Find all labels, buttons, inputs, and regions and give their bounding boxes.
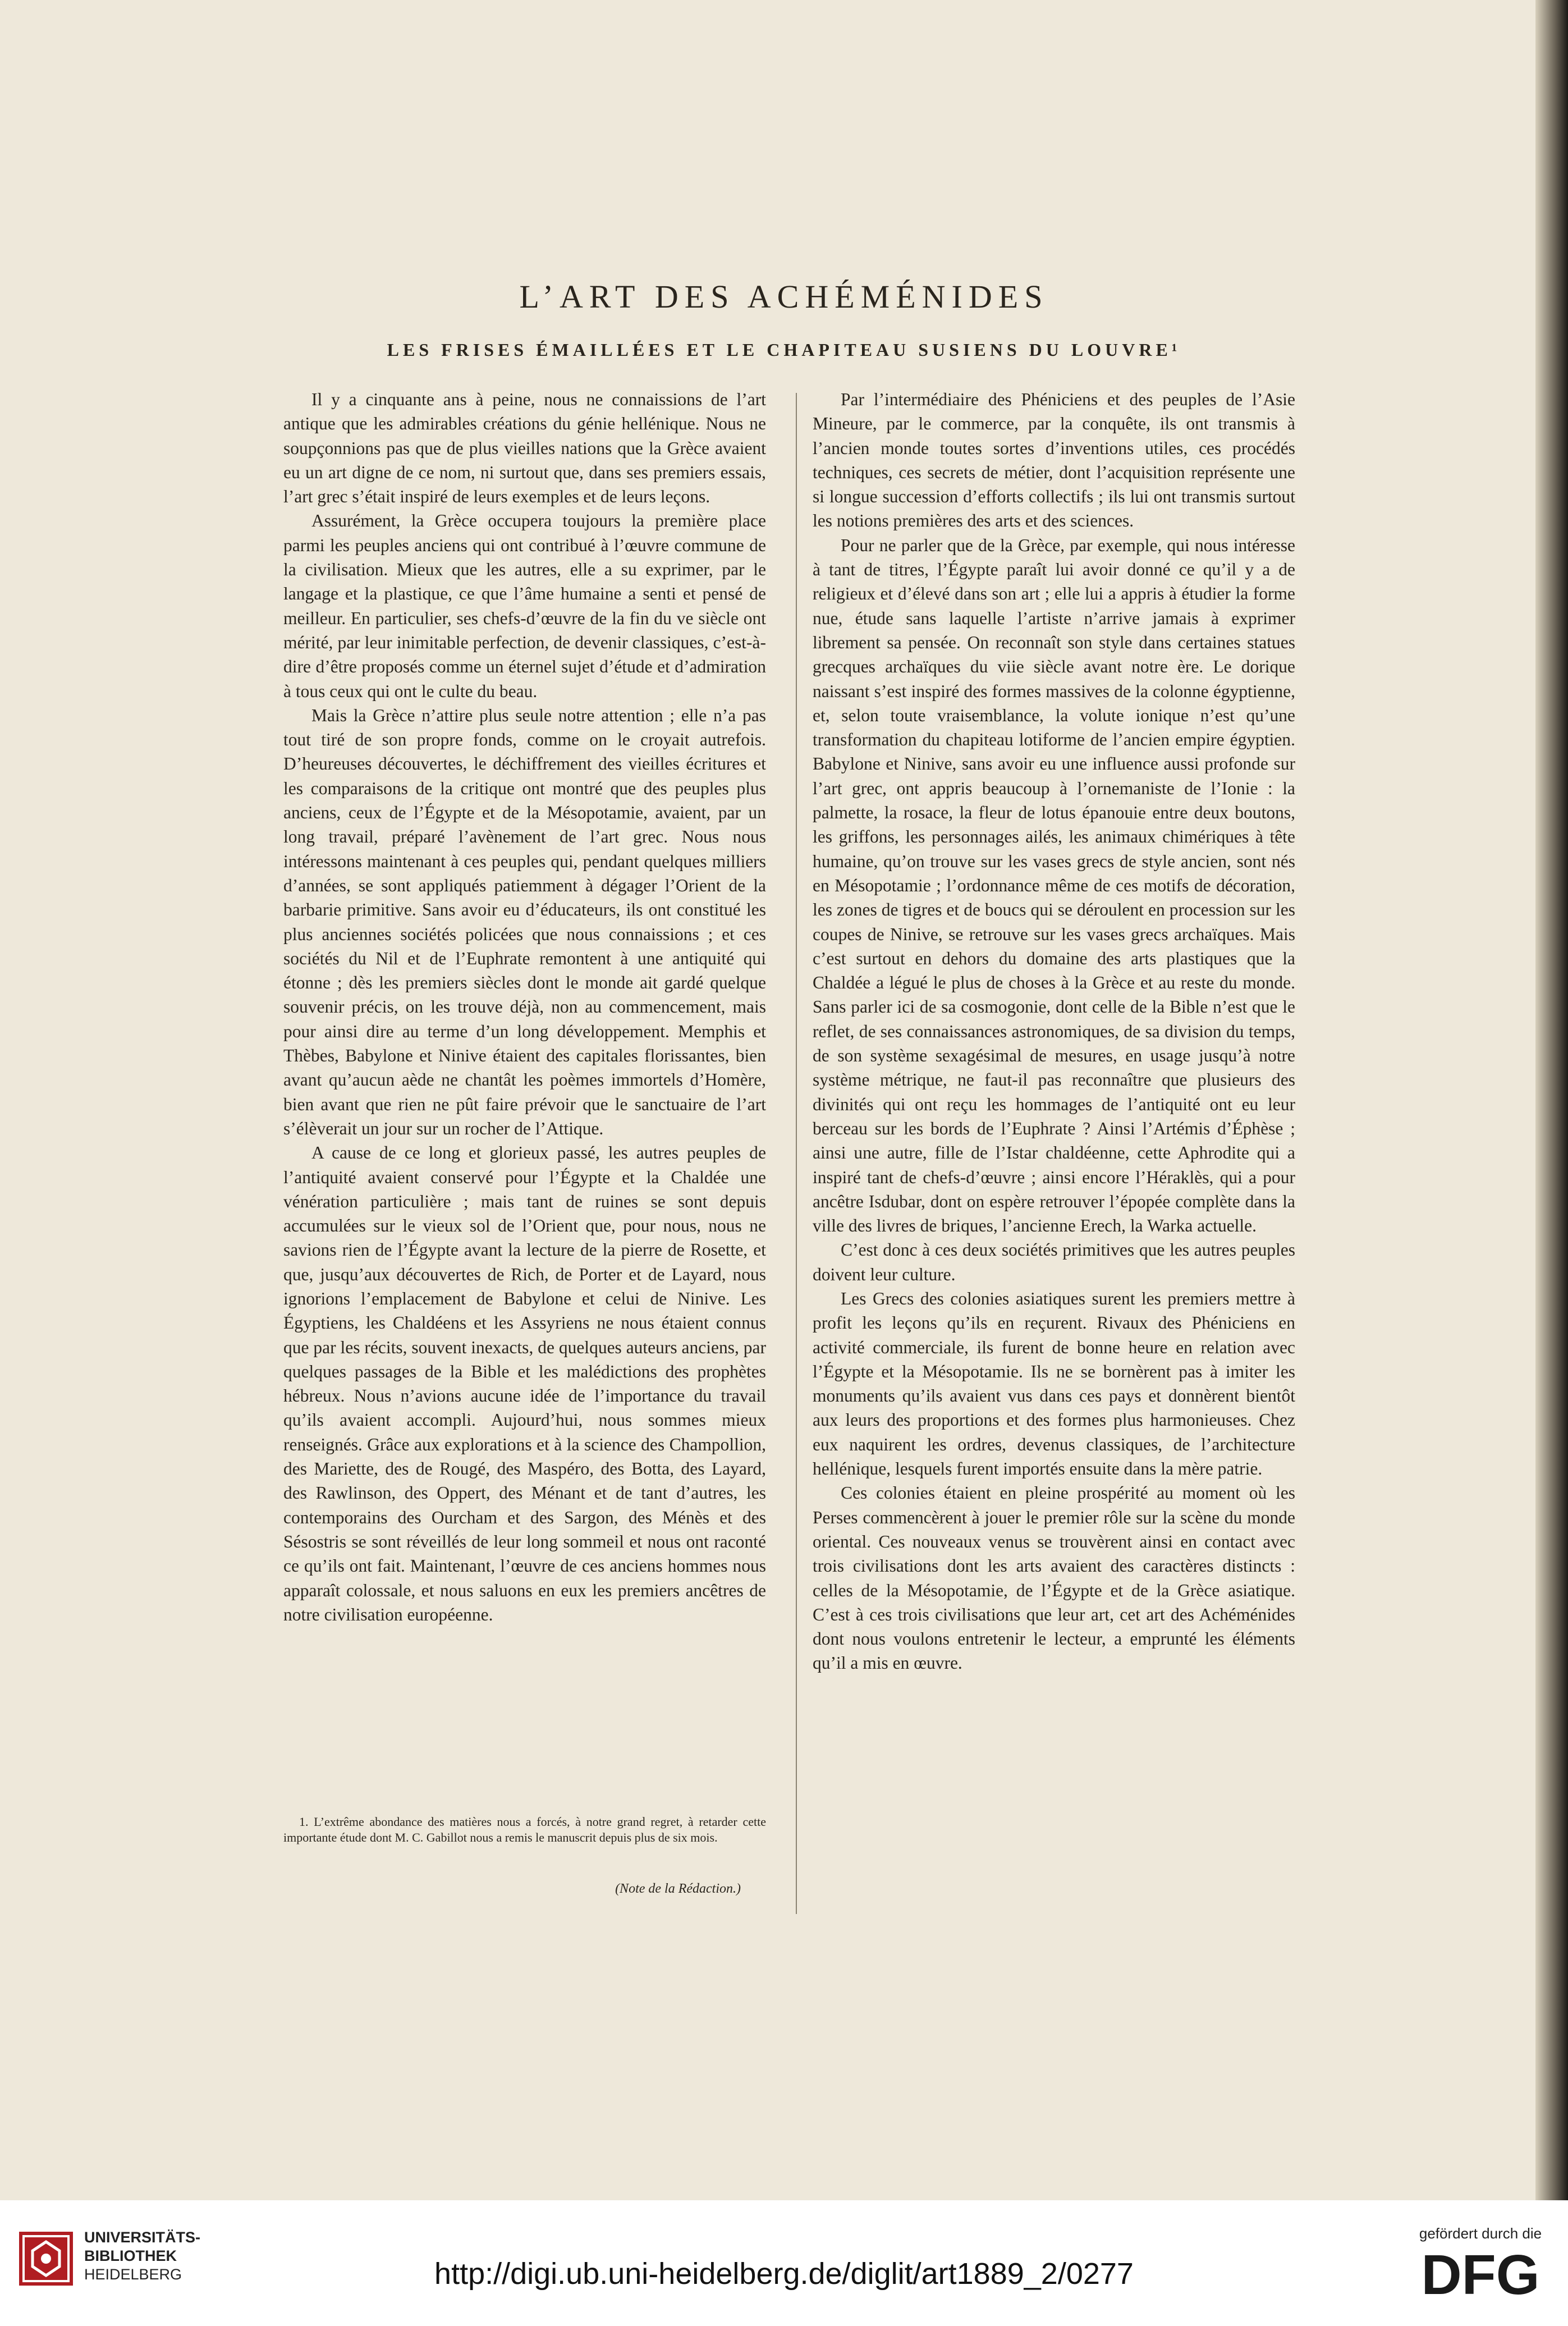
funder-credit[interactable]: [1413, 2225, 1548, 2300]
paragraph: Mais la Grèce n’attire plus seule notre attention ; elle n’a pas tout tiré de son propre fonds, comme on le croyait autrefois. D’heureuses découvertes, le déchiffrement des vieilles écritures et les comparaisons de la critique ont montré que des peuples plus anciens, ceux de l’Égypte et de la Mésopotamie, avaient, par un long travail, préparé l’avènement de l’art grec. Nous nous intéressons maintenant à ces peuples qui, pendant quelques milliers d’années, se sont appliqués patiemment à dégager l’Orient de la barbarie primitive. Sans avoir eu d’éducateurs, ils ont constitué les plus anciennes sociétés policées que nous connaissions ; et ces sociétés du Nil et de l’Euphrate remontent à une antiquité qui étonne ; dès les premiers siècles dont le monde ait gardé quelque souvenir précis, on les trouve déjà, non au commencement, mais pour ainsi dire au terme d’un long développement. Memphis et Thèbes, Babylone et Ninive étaient des capitales florissantes, bien avant qu’aucun aède ne chantât les poèmes immortels d’Homère, bien avant que rien ne pût faire prévoir que le sanctuaire de l’art s’élèverait un jour sur un rocher de l’Attique.: [283, 705, 766, 1138]
left-column: [283, 387, 766, 1627]
paragraph: Pour ne parler que de la Grèce, par exemple, qui nous intéresse à tant de titres, l’Égypte paraît lui avoir donné ce qu’il y a de religieux et d’élevé dans son art ; elle lui a appris à étudier la forme nue, étude sans laquelle l’artiste n’arrive jamais à exprimer librement sa pensée. On reconnaît son style dans certaines statues grecques archaïques du viie siècle avant notre ère. Le dorique naissant s’est inspiré des formes massives de la colonne égyptienne, et, selon toute vraisemblance, la volute ionique n’est qu’une transformation du chapiteau lotiforme de l’ancien empire égyptien. Babylone et Ninive, sans avoir eu une influence aussi profonde sur l’art grec, ont appris beaucoup à l’ornemaniste de l’Ionie : la palmette, la rosace, la fleur de lotus épanouie entre deux boutons, les griffons, les personnages ailés, les animaux chimériques à tête humaine, qu’on trouve sur les vases grecs de style ancien, sont nés en Mésopotamie ; l’ordonnance même de ces motifs de décoration, les zones de tigres et de boucs qui se déroulent en procession sur les coupes de Ninive, se retrouve sur les vases grecs archaïques. Mais c’est surtout en dehors du domaine des arts plastiques que la Chaldée a légué le plus de choses à la Grèce et au reste du monde. Sans parler ici de sa cosmogonie, dont celle de la Bible n’est que le reflet, de ses connaissances astronomiques, de sa division du temps, de son système sexagésimal de mesures, en usage jusqu’à notre système métrique, ne faut-il pas reconnaître que plusieurs des divinités qui ont reçu les hommages de l’antiquité ont eu leur berceau sur les bords de l’Euphrate ? Ainsi l’Artémis d’Éphèse ; ainsi une autre, fille de l’Istar chaldéenne, cette Aphrodite qui a inspiré tant de chefs-d’œuvre ; ainsi encore l’Héraklès, qui a pour ancêtre Isdubar, dont on espère retrouver l’épopée complète dans la ville des livres de briques, l’ancienne Erech, la Warka actuelle.: [813, 535, 1295, 1236]
paragraph: Il y a cinquante ans à peine, nous ne connaissions de l’art antique que les admirables créations du génie hellénique. Nous ne soupçonnions pas que de plus vieilles nations que la Grèce avaient eu un art digne de ce nom, ni surtout que, dans ses premiers essais, l’art grec s’était inspiré de leurs exemples et de leurs leçons.: [283, 390, 766, 507]
paragraph: C’est donc à ces deux sociétés primitives que les autres peuples doivent leur culture.: [813, 1240, 1295, 1284]
library-name-line: BIBLIOTHEK: [84, 2247, 177, 2264]
funder-label: gefördert durch die: [1419, 2225, 1542, 2242]
library-name-line: UNIVERSITÄTS-: [84, 2229, 201, 2246]
permalink-url[interactable]: http://digi.ub.uni-heidelberg.de/diglit/art1889_2/0277: [434, 2257, 1134, 2291]
paragraph: A cause de ce long et glorieux passé, les autres peuples de l’antiquité avaient conservé pour l’Égypte et la Chaldée une vénération particulière ; mais tant de ruines se sont depuis accumulées sur le vieux sol de l’Orient que, pour nous, nous ne savions rien de l’Égypte avant la lecture de la pierre de Rosette, et que, jusqu’aux découvertes de Rich, de Porter et de Layard, nous ignorions l’emplacement de Babylone et celui de Ninive. Les Égyptiens, les Chaldéens et les Assyriens ne nous étaient connus que par les récits, souvent inexacts, de quelques auteurs anciens, par quelques passages de la Bible et les malédictions des prophètes hébreux. Nous n’avions aucune idée de l’importance du travail qu’ils avaient accompli. Aujourd’hui, nous sommes mieux renseignés. Grâce aux explorations et à la science des Champollion, des Mariette, des de Rougé, des Maspéro, des Botta, des Layard, des Rawlinson, des Oppert, des Ménant et de tant d’autres, les contemporains des Ourcham et des Sargon, des Ménès et des Sésostris se sont réveillés de leur long sommeil et nous ont raconté ce qu’ils ont fait. Maintenant, l’œuvre de ces anciens hommes nous apparaît colossale, et nous saluons en eux les premiers ancêtres de notre civilisation européenne.: [283, 1143, 766, 1624]
footnote-signature: (Note de la Rédaction.): [615, 1881, 741, 1896]
book-spine-edge: [1535, 0, 1568, 2200]
dfg-logo-text: DFG: [1421, 2248, 1540, 2300]
column-divider: [796, 393, 797, 1914]
dfg-logo-icon: [1413, 2248, 1548, 2300]
paragraph: Ces colonies étaient en pleine prospérité au moment où les Perses commencèrent à jouer le premier rôle sur la scène du monde oriental. Ces nouveaux venus se trouvèrent ainsi en contact avec trois civilisations dont les arts avaient des caractères distincts : celles de la Mésopotamie, de l’Égypte et de la Grèce asiatique. C’est à ces trois civilisations que leur art, cet art des Achéménides dont nous voulons entretenir le lecteur, a emprunté les éléments qu’il a mis en œuvre.: [813, 1483, 1295, 1673]
paragraph: Assurément, la Grèce occupera toujours la première place parmi les peuples anciens qui ont contribué à l’œuvre commune de la civilisation. Mieux que les autres, elle a su exprimer, par le langage et la plastique, ce que l’âme humaine a senti et pensé de meilleur. En particulier, ses chefs-d’œuvre de la fin du ve siècle ont mérité, par leur inimitable perfection, de devenir classiques, c’est-à-dire d’être proposés comme un éternel sujet d’étude et d’admiration à tous ceux qui ont le culte du beau.: [283, 511, 766, 701]
right-column: [813, 387, 1295, 1675]
article-subtitle: LES FRISES ÉMAILLÉES ET LE CHAPITEAU SUSIENS DU LOUVRE¹: [387, 340, 1181, 360]
library-name-line: HEIDELBERG: [84, 2266, 182, 2283]
footnote: [283, 1814, 766, 1846]
paragraph: Par l’intermédiaire des Phéniciens et des peuples de l’Asie Mineure, par le commerce, par la conquête, ils ont transmis à l’ancien monde toutes sortes d’inventions utiles, ces procédés techniques, ces secrets de métier, dont l’acquisition représente une si longue succession d’efforts collectifs ; ils lui ont transmis surtout les notions premières des arts et des sciences.: [813, 390, 1295, 531]
paragraph: Les Grecs des colonies asiatiques surent les premiers mettre à profit les leçons qu’ils en reçurent. Rivaux des Phéniciens en activité commerciale, ils furent de bonne heure en relation avec l’Égypte et la Mésopotamie. Ils ne se bornèrent pas à imiter les monuments qu’ils avaient vus dans ces pays et donnèrent bientôt aux leurs des proportions et des formes plus harmonieuses. Chez eux naquirent les ordres, devenus classiques, de l’architecture hellénique, lesquels furent importés ensuite dans la mère patrie.: [813, 1288, 1295, 1479]
article-title: L’ART DES ACHÉMÉNIDES: [519, 278, 1049, 315]
footnote-text: 1. L’extrême abondance des matières nous a forcés, à notre grand regret, à retarder cette importante étude dont M. C. Gabillot nous a remis le manuscrit depuis plus de six mois.: [283, 1815, 766, 1844]
